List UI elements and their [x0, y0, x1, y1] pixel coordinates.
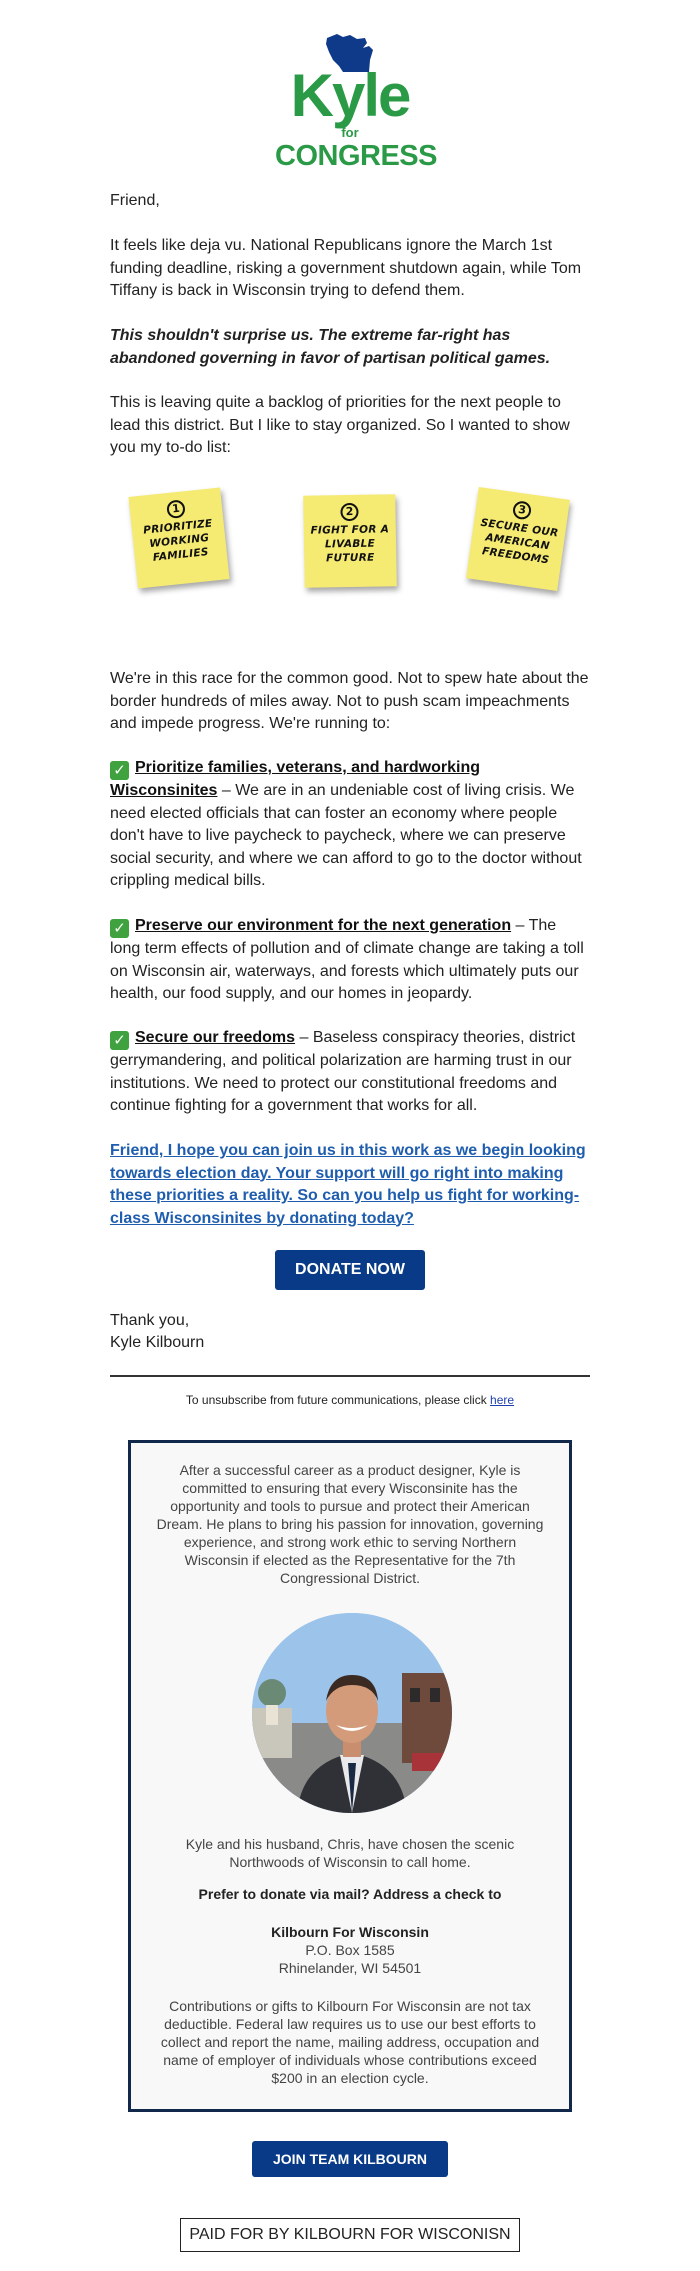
- candidate-photo: [252, 1613, 452, 1813]
- cta-paragraph: [110, 1140, 590, 1230]
- priority-heading[interactable]: Secure our freedoms: [135, 1029, 296, 1046]
- priority-text: – Baseless conspiracy theories, district gerrymandering, and political polarization are harming trust in our institutions. We need to protect our constitutional freedoms and continue fighting for a government that works for all.: [110, 1029, 576, 1114]
- join-team-button[interactable]: JOIN TEAM KILBOURN: [252, 2141, 448, 2177]
- paragraph-todo: This is leaving quite a backlog of priorities for the next people to lead this district. But I like to stay organized. So I wanted to show you my to-do list:: [110, 394, 570, 456]
- paragraph-emphasis: This shouldn't surprise us. The extreme far-right has abandoned governing in favor of partisan political games.: [110, 327, 551, 367]
- logo-name: Kyle: [290, 62, 410, 129]
- mail-name: Kilbourn For Wisconsin: [271, 1924, 429, 1940]
- sticky-label: SECURE OUR AMERICAN FREEDOMS: [479, 516, 560, 567]
- signature: Kyle Kilbourn: [110, 1334, 205, 1351]
- priority-item-3: [110, 1027, 590, 1118]
- priority-heading[interactable]: Preserve our environment for the next generation: [135, 917, 512, 934]
- bio-box: [128, 1440, 572, 2112]
- priority-text: – We are in an undeniable cost of living crisis. We need elected officials that can foster an economy where people don't have to live paycheck to paycheck, where we can preserve social security, and where we can afford to go to the doctor without crippling medical bills.: [110, 782, 582, 889]
- donate-cta-link[interactable]: Friend, I hope you can join us in this work as we begin looking towards election day. Your support will go right into making these priorities a reality. So can you help us fight for working-class Wisconsinites by donating today?: [110, 1142, 586, 1227]
- checkmark-icon: ✓: [110, 1031, 129, 1050]
- signoff: Thank you,: [110, 1312, 190, 1329]
- sticky-note-1: [128, 487, 229, 588]
- campaign-logo: [275, 30, 437, 172]
- sticky-number: 1: [166, 499, 186, 519]
- bio-paragraph: After a successful career as a product designer, Kyle is committed to ensuring that every Wisconsinite has the opportunity and tools to pursue and protect their American Dream. He plans to bring his passion for innovation, governing experience, and strong work ethic to serving Northern Wisconsin if elected as the Representative for the 7th Congressional District.: [156, 1462, 544, 1586]
- unsubscribe-text: To unsubscribe from future communications, please click: [185, 1393, 491, 1407]
- sticky-number: 2: [340, 503, 358, 521]
- mail-heading: Prefer to donate via mail? Address a check to: [198, 1886, 502, 1902]
- footer-divider: [110, 1375, 590, 1377]
- logo-for: for: [341, 125, 359, 140]
- home-paragraph: Kyle and his husband, Chris, have chosen the scenic Northwoods of Wisconsin to call home.: [185, 1836, 515, 1870]
- sticky-label: FIGHT FOR A LIVABLE FUTURE: [310, 523, 390, 565]
- priority-heading[interactable]: Prioritize families, veterans, and hardworking Wisconsinites: [110, 759, 480, 799]
- unsubscribe-link[interactable]: here: [490, 1393, 515, 1407]
- mail-line-1: P.O. Box 1585: [305, 1942, 395, 1958]
- greeting: Friend,: [110, 192, 160, 209]
- priority-item-1: [110, 757, 590, 893]
- donate-now-button[interactable]: DONATE NOW: [275, 1250, 425, 1290]
- mail-line-2: Rhinelander, WI 54501: [278, 1960, 422, 1976]
- checkmark-icon: ✓: [110, 919, 129, 938]
- logo-congress: CONGRESS: [275, 140, 437, 172]
- priority-text: – The long term effects of pollution and of climate change are taking a toll on Wisconsin air, waterways, and forests which ultimately puts our health, our food supply, and our homes in jeopardy.: [110, 917, 584, 1002]
- paragraph-intro: It feels like deja vu. National Republicans ignore the March 1st funding deadline, risking a government shutdown again, while Tom Tiffany is back in Wisconsin trying to defend them.: [110, 237, 582, 299]
- sticky-label: PRIORITIZE WORKING FAMILIES: [142, 517, 214, 564]
- sticky-note-3: [466, 487, 570, 591]
- priority-item-2: [110, 915, 590, 1006]
- paid-for-notice: PAID FOR BY KILBOURN FOR WISCONISN: [180, 2218, 520, 2252]
- disclaimer: Contributions or gifts to Kilbourn For Wisconsin are not tax deductible. Federal law requires us to use our best efforts to collect and report the name, mailing address, occupation and name of employer of individuals whose contributions exceed $200 in an election cycle.: [160, 1998, 540, 2086]
- sticky-note-2: [303, 494, 397, 588]
- paragraph-running: We're in this race for the common good. Not to spew hate about the border hundreds of miles away. Not to push scam impeachments and impede progress. We're running to:: [110, 670, 589, 732]
- sticky-number: 3: [512, 500, 532, 520]
- checkmark-icon: ✓: [110, 761, 129, 780]
- unsubscribe-line: [0, 1393, 700, 1407]
